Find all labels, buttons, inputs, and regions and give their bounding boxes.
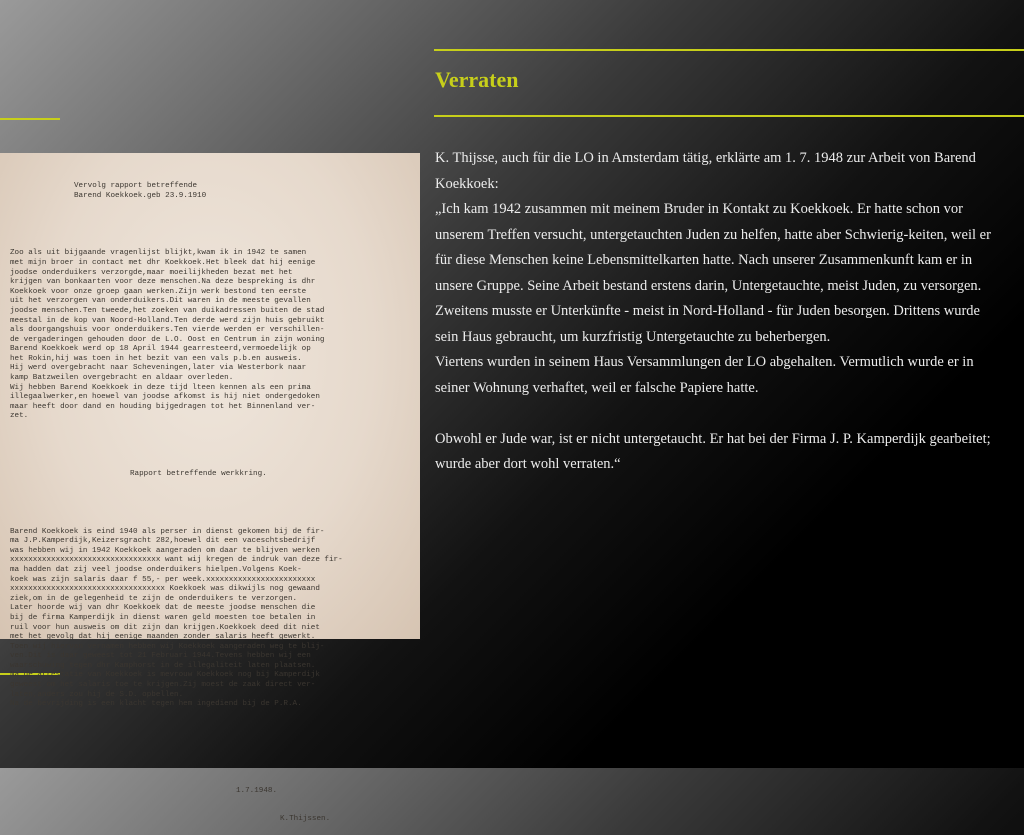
document-line: illegaalwerker,en hoewel van joodse afkomst is hij niet ondergedoken [10,393,320,402]
document-line: was hebben wij in 1942 Koekkoek aangeraden om daar te blijven werken [10,546,320,555]
document-line: Barend Koekkoek is eind 1940 als perser in dienst gekomen bij de fir- [10,527,325,536]
body-paragraph-quote-start: „Ich kam 1942 zusammen mit meinem Bruder in Kontakt zu Koekkoek. Er hatte schon vor unserem Treffen versucht, untergetauchten Juden zu helfen, hatte aber Schwierig-keiten, weil er für diese Menschen keine Lebensmittelkarten hatte. Nach unserer Zusammenkunft kam er in unsere Gruppe. Seine Arbeit bestand erstens darin, Untergetauchte, meist Juden, zu versorgen. [435,201,991,294]
document-line: Na de arrestatie van Koekkoek is mevrouw Koekkoek nog bij Kamperdijk [10,671,320,680]
document-line: Wij hebben Barend Koekkoek in deze tijd lteen kennen als een prima [10,383,311,392]
body-paragraph-intro: K. Thijsse, auch für die LO in Amsterdam tätig, erklärte am 1. 7. 1948 zur Arbeit von Barend Koekkoek: [435,150,976,192]
body-paragraph-second: Zweitens musste er Unterkünfte - meist in Nord-Holland - für Juden besorgen. Drittens wurde sein Haus gebraucht, um kurzfristig Untergetauchte zu beherbergen. [435,303,980,345]
document-line: Na de bevrijding is een klacht tegen hem ingediend bij de P.R.A. [10,700,302,709]
document-line: xxxxxxxxxxxxxxxxxxxxxxxxxxxxxxxxxx Koekkoek was dikwijls nog gewaand [10,585,320,594]
document-line: kamp Batzweilen overgebracht en aldaar overleden. [10,374,234,383]
document-line: ven.Dit is daar geweest tot 21 Februari 1944.Tevens hebben wij een [10,652,311,661]
document-subheading: Rapport betreffende werkkring. [130,470,267,478]
document-signature: K.Thijssen. [280,815,331,824]
document-line: joodse onderduikers verzorgde,maar moeilijkheden bezat met het [10,268,293,277]
document-header [10,182,406,201]
document-line: bij de firma Kamperdijk in dienst waren geld moesten toe betalen in [10,613,316,622]
title-top-rule [434,49,1024,51]
document-line: Hij werd overgebracht naar Scheveningen,later via Westerbork naar [10,364,307,373]
document-line: ma J.P.Kamperdijk,Keizersgracht 282,hoewel dit een vaceschtsbedrijf [10,537,316,546]
document-line: de vergaderingen gehouden door de L.O. Oost en Centrum in zijn woning [10,335,325,344]
document-line: geweest om het salaris toe te krijgen.Zij moest de zaak direct ver- [10,681,316,690]
body-paragraph-fourth: Viertens wurden in seinem Haus Versammlungen der LO abgehalten. Vermutlich wurde er in seiner Wohnung verhaftet, weil er falsche Papiere hatte. [435,354,974,396]
document-line: ma hadden dat zij veel joodse onderduikers hielpen.Volgens Koek- [10,565,302,574]
document-line: waarschuwing tegen dhr Kamphorst in de illegaliteit laten plaatsen. [10,661,316,670]
document-line: met mijn broer in contact met dhr Koekkoek.Het bleek dat hij eenige [10,258,316,267]
scanned-typewritten-document [0,153,420,824]
body-paragraph-conclusion: Obwohl er Jude war, ist er nicht untergetaucht. Er hat bei der Firma J. P. Kamperdijk gearbeitet; wurde aber dort wohl verraten.“ [435,430,991,472]
document-line: Vervolg rapport betreffende [74,182,198,191]
document-line: koek was zijn salaris daar f 55,- per week.xxxxxxxxxxxxxxxxxxxxxxxx [10,575,316,584]
document-line: Later hoorde wij van dhr Koekkoek dat de meeste joodse menschen die [10,604,316,613]
document-line: joodse menschen.Ten tweede,het zoeken van duikadressen buiten de stad [10,306,325,315]
title-bottom-rule [434,115,1024,117]
document-line: Barend Koekkoek werd op 18 April 1944 gearresteerd,vermoedelijk op [10,345,311,354]
document-line: laten,anders zou hij de S.D. opbellen. [10,690,184,699]
slide-title: Verraten [435,67,519,92]
slide-body-text [435,146,1005,478]
document-line: ziek,om in de gelegenheid te zijn de onderduikers te verzorgen. [10,594,298,603]
document-line: krijgen van bonkaarten voor deze menschen.Na deze bespreking is dhr [10,278,316,287]
document-line: Barend Koekkoek.geb 23.9.1910 [74,191,207,200]
document-date: 1.7.1948. [236,786,278,795]
left-accent-rule-top [0,118,60,120]
document-line: Toen wij hiervan vernamen hebben wij Koekkoek aangeraden weg te blij- [10,642,325,651]
document-line: als doorgangshuis voor onderduikers.Ten vierde werden er verschillen- [10,326,325,335]
document-line: met het gevolg dat hij eenige maanden zonder salaris heeft gewerkt. [10,633,316,642]
document-line: maar heeft door dand en houding bijgedragen tot het Binnenland ver- [10,402,316,411]
document-paragraph-2 [10,528,406,710]
document-line: uit het verzorgen van onderduikers.Dit waren in de meeste gevallen [10,297,311,306]
document-line: meestal in de kop van Noord-Holland.Ten derde werd zijn huis gebruikt [10,316,325,325]
document-line: xxxxxxxxxxxxxxxxxxxxxxxxxxxxxxxxx want wij kregen de indruk van deze fir- [10,556,343,565]
document-line: het Rokin,hij was toen in het bezit van een vals p.b.en ausweis. [10,354,302,363]
document-line: Zoo als uit bijgaande vragenlijst blijkt,kwam ik in 1942 te samen [10,249,307,258]
document-line: ruil voor hun ausweis om dit zijn dan krijgen.Koekkoek deed dit niet [10,623,320,632]
document-paragraph-1 [10,249,406,422]
document-line: zet. [10,412,29,421]
document-line: Koekkoek voor onze groep gaan werken.Zijn werk bestond ten eerste [10,287,307,296]
